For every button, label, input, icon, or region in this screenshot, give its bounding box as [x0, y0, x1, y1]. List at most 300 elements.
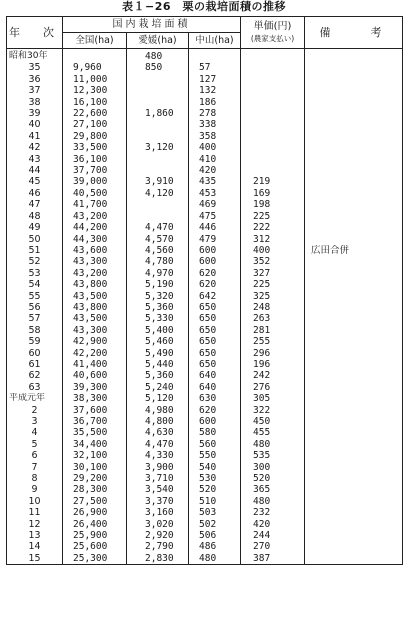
cell-nakayama: 479: [189, 234, 241, 245]
cell-ehime: 4,470: [127, 222, 189, 233]
cell-unit-price: 535: [241, 450, 305, 461]
cell-national: 41,700: [63, 199, 127, 210]
cell-national: 37,600: [63, 405, 127, 416]
table-row: [7, 268, 403, 279]
cell-year: 13: [7, 530, 63, 541]
table-row: [7, 541, 403, 552]
cell-national: 26,900: [63, 507, 127, 518]
cell-year: 45: [7, 176, 63, 187]
chestnut-area-table: [6, 16, 403, 565]
cell-ehime: 5,330: [127, 313, 189, 324]
cell-national: 43,500: [63, 313, 127, 324]
cell-nakayama: 469: [189, 199, 241, 210]
cell-year: 6: [7, 450, 63, 461]
cell-nakayama: 540: [189, 462, 241, 473]
cell-ehime: 4,780: [127, 256, 189, 267]
cell-national: 11,000: [63, 74, 127, 85]
cell-unit-price: 300: [241, 462, 305, 473]
cell-national: 40,500: [63, 188, 127, 199]
cell-ehime: 3,160: [127, 507, 189, 518]
cell-national: 25,900: [63, 530, 127, 541]
cell-year: 5: [7, 439, 63, 450]
cell-remarks: [305, 382, 403, 393]
cell-year: 58: [7, 325, 63, 336]
cell-national: 36,100: [63, 154, 127, 165]
cell-national: 9,960: [63, 62, 127, 73]
cell-unit-price: 242: [241, 370, 305, 381]
table-row: [7, 507, 403, 518]
cell-national: 41,400: [63, 359, 127, 370]
cell-ehime: 3,710: [127, 473, 189, 484]
cell-year: 7: [7, 462, 63, 473]
table-row: [7, 484, 403, 495]
table-row: [7, 256, 403, 267]
cell-remarks: [305, 291, 403, 302]
cell-unit-price: [241, 119, 305, 130]
cell-nakayama: 650: [189, 302, 241, 313]
cell-national: 37,700: [63, 165, 127, 176]
cell-year: 56: [7, 302, 63, 313]
cell-unit-price: 198: [241, 199, 305, 210]
cell-year: 61: [7, 359, 63, 370]
cell-national: 42,900: [63, 336, 127, 347]
cell-national: 32,100: [63, 450, 127, 461]
cell-nakayama: 338: [189, 119, 241, 130]
table-row: [7, 222, 403, 233]
cell-national: 25,600: [63, 541, 127, 552]
cell-ehime: [127, 211, 189, 222]
table-row: [7, 49, 403, 63]
cell-remarks: [305, 188, 403, 199]
header-unit-price: [241, 17, 305, 49]
cell-year: 15: [7, 553, 63, 565]
cell-unit-price: 232: [241, 507, 305, 518]
cell-nakayama: 620: [189, 279, 241, 290]
table-row: [7, 370, 403, 381]
cell-unit-price: 169: [241, 188, 305, 199]
cell-national: 34,400: [63, 439, 127, 450]
cell-unit-price: 420: [241, 519, 305, 530]
cell-remarks: [305, 370, 403, 381]
cell-remarks: [305, 393, 403, 404]
cell-nakayama: 560: [189, 439, 241, 450]
cell-nakayama: 400: [189, 142, 241, 153]
cell-national: 43,200: [63, 211, 127, 222]
cell-year: 51: [7, 245, 63, 256]
cell-remarks: [305, 507, 403, 518]
cell-nakayama: 650: [189, 313, 241, 324]
table-row: [7, 473, 403, 484]
cell-nakayama: 642: [189, 291, 241, 302]
cell-unit-price: 327: [241, 268, 305, 279]
cell-nakayama: 630: [189, 393, 241, 404]
cell-remarks: [305, 142, 403, 153]
header-ehime: 愛媛(ha): [127, 33, 189, 49]
cell-nakayama: 435: [189, 176, 241, 187]
cell-unit-price: 352: [241, 256, 305, 267]
cell-nakayama: 475: [189, 211, 241, 222]
cell-unit-price: 305: [241, 393, 305, 404]
cell-nakayama: 620: [189, 405, 241, 416]
cell-ehime: 4,120: [127, 188, 189, 199]
cell-national: 43,200: [63, 268, 127, 279]
cell-nakayama: 506: [189, 530, 241, 541]
cell-unit-price: [241, 165, 305, 176]
table-row: [7, 302, 403, 313]
cell-remarks: [305, 131, 403, 142]
cell-remarks: [305, 154, 403, 165]
cell-unit-price: [241, 142, 305, 153]
table-row: [7, 154, 403, 165]
table-row: [7, 85, 403, 96]
cell-unit-price: 248: [241, 302, 305, 313]
cell-remarks: [305, 439, 403, 450]
cell-ehime: 4,570: [127, 234, 189, 245]
header-nakayama: 中山(ha): [189, 33, 241, 49]
cell-ehime: [127, 199, 189, 210]
cell-national: 43,600: [63, 245, 127, 256]
cell-nakayama: 278: [189, 108, 241, 119]
cell-ehime: 5,320: [127, 291, 189, 302]
table-row: [7, 313, 403, 324]
cell-nakayama: 57: [189, 62, 241, 73]
cell-unit-price: [241, 154, 305, 165]
cell-remarks: [305, 119, 403, 130]
cell-ehime: 4,970: [127, 268, 189, 279]
cell-unit-price: 450: [241, 416, 305, 427]
cell-nakayama: 453: [189, 188, 241, 199]
cell-remarks: [305, 49, 403, 63]
cell-national: 39,300: [63, 382, 127, 393]
table-row: [7, 211, 403, 222]
cell-ehime: 5,360: [127, 302, 189, 313]
cell-unit-price: [241, 62, 305, 73]
cell-nakayama: 620: [189, 268, 241, 279]
cell-ehime: 480: [127, 49, 189, 63]
cell-nakayama: 358: [189, 131, 241, 142]
cell-national: 43,500: [63, 291, 127, 302]
cell-ehime: 4,470: [127, 439, 189, 450]
cell-remarks: [305, 256, 403, 267]
cell-year: 39: [7, 108, 63, 119]
cell-ehime: 2,920: [127, 530, 189, 541]
cell-national: 38,300: [63, 393, 127, 404]
cell-national: 22,600: [63, 108, 127, 119]
cell-year: 12: [7, 519, 63, 530]
table-row: [7, 382, 403, 393]
table-row: [7, 62, 403, 73]
cell-nakayama: 446: [189, 222, 241, 233]
cell-ehime: 5,360: [127, 370, 189, 381]
table-row: [7, 74, 403, 85]
table-row: [7, 519, 403, 530]
cell-year: 59: [7, 336, 63, 347]
cell-national: 27,100: [63, 119, 127, 130]
cell-unit-price: 365: [241, 484, 305, 495]
cell-year: 62: [7, 370, 63, 381]
cell-year: 9: [7, 484, 63, 495]
cell-unit-price: 225: [241, 279, 305, 290]
cell-year: 35: [7, 62, 63, 73]
cell-unit-price: 244: [241, 530, 305, 541]
table-row: [7, 199, 403, 210]
cell-remarks: [305, 405, 403, 416]
cell-unit-price: [241, 74, 305, 85]
cell-year: 平成元年: [7, 393, 63, 404]
cell-national: [63, 49, 127, 63]
cell-nakayama: 503: [189, 507, 241, 518]
cell-national: 30,100: [63, 462, 127, 473]
cell-nakayama: 550: [189, 450, 241, 461]
cell-ehime: 5,440: [127, 359, 189, 370]
cell-unit-price: 276: [241, 382, 305, 393]
cell-ehime: 5,400: [127, 325, 189, 336]
cell-unit-price: [241, 85, 305, 96]
cell-ehime: 4,560: [127, 245, 189, 256]
cell-nakayama: 650: [189, 359, 241, 370]
cell-nakayama: 186: [189, 97, 241, 108]
cell-ehime: [127, 85, 189, 96]
cell-ehime: 3,020: [127, 519, 189, 530]
cell-national: 43,800: [63, 279, 127, 290]
cell-remarks: [305, 519, 403, 530]
cell-remarks: [305, 62, 403, 73]
cell-year: 52: [7, 256, 63, 267]
cell-national: 42,200: [63, 348, 127, 359]
cell-remarks: [305, 553, 403, 565]
header-remarks: 備 考: [305, 17, 403, 49]
table-row: [7, 496, 403, 507]
cell-ehime: 5,460: [127, 336, 189, 347]
cell-ehime: 5,490: [127, 348, 189, 359]
cell-unit-price: [241, 97, 305, 108]
cell-remarks: [305, 85, 403, 96]
table-row: [7, 336, 403, 347]
cell-national: 43,300: [63, 256, 127, 267]
cell-remarks: [305, 211, 403, 222]
cell-year: 50: [7, 234, 63, 245]
cell-remarks: [305, 530, 403, 541]
cell-year: 昭和30年: [7, 49, 63, 63]
cell-ehime: 4,630: [127, 427, 189, 438]
cell-nakayama: 650: [189, 348, 241, 359]
table-row: [7, 393, 403, 404]
header-national: 全国(ha): [63, 33, 127, 49]
cell-remarks: [305, 108, 403, 119]
cell-remarks: [305, 222, 403, 233]
cell-remarks: [305, 74, 403, 85]
cell-nakayama: 486: [189, 541, 241, 552]
cell-remarks: 広田合併: [305, 245, 403, 256]
table-row: [7, 427, 403, 438]
cell-unit-price: 196: [241, 359, 305, 370]
table-row: [7, 119, 403, 130]
cell-ehime: 5,190: [127, 279, 189, 290]
cell-nakayama: 127: [189, 74, 241, 85]
cell-remarks: [305, 325, 403, 336]
cell-national: 28,300: [63, 484, 127, 495]
cell-year: 36: [7, 74, 63, 85]
cell-national: 39,000: [63, 176, 127, 187]
table-row: [7, 348, 403, 359]
cell-ehime: [127, 119, 189, 130]
cell-nakayama: 510: [189, 496, 241, 507]
cell-unit-price: 219: [241, 176, 305, 187]
cell-remarks: [305, 484, 403, 495]
cell-remarks: [305, 336, 403, 347]
cell-unit-price: 225: [241, 211, 305, 222]
cell-ehime: [127, 74, 189, 85]
cell-remarks: [305, 416, 403, 427]
cell-year: 10: [7, 496, 63, 507]
table-row: [7, 291, 403, 302]
cell-remarks: [305, 359, 403, 370]
cell-ehime: 4,330: [127, 450, 189, 461]
cell-ehime: 850: [127, 62, 189, 73]
cell-year: 48: [7, 211, 63, 222]
cell-remarks: [305, 541, 403, 552]
cell-year: 49: [7, 222, 63, 233]
cell-remarks: [305, 473, 403, 484]
cell-ehime: 3,900: [127, 462, 189, 473]
cell-ehime: [127, 154, 189, 165]
cell-unit-price: [241, 108, 305, 119]
cell-year: 8: [7, 473, 63, 484]
cell-unit-price: 255: [241, 336, 305, 347]
cell-national: 29,800: [63, 131, 127, 142]
cell-nakayama: 600: [189, 256, 241, 267]
cell-remarks: [305, 97, 403, 108]
table-row: [7, 405, 403, 416]
cell-year: 4: [7, 427, 63, 438]
table-row: [7, 108, 403, 119]
cell-unit-price: 455: [241, 427, 305, 438]
table-row: [7, 439, 403, 450]
cell-year: 55: [7, 291, 63, 302]
table-row: [7, 176, 403, 187]
table-row: [7, 245, 403, 256]
cell-year: 46: [7, 188, 63, 199]
header-unit-price-main: 単価(円): [253, 20, 292, 32]
table-row: [7, 97, 403, 108]
cell-remarks: [305, 302, 403, 313]
cell-unit-price: 480: [241, 496, 305, 507]
cell-unit-price: 480: [241, 439, 305, 450]
cell-national: 25,300: [63, 553, 127, 565]
cell-unit-price: 325: [241, 291, 305, 302]
cell-remarks: [305, 268, 403, 279]
cell-ehime: 2,790: [127, 541, 189, 552]
cell-year: 38: [7, 97, 63, 108]
table-row: [7, 359, 403, 370]
header-year: 年 次: [7, 17, 63, 49]
cell-ehime: 3,910: [127, 176, 189, 187]
cell-national: 43,800: [63, 302, 127, 313]
cell-remarks: [305, 427, 403, 438]
table-row: [7, 553, 403, 565]
cell-ehime: 5,240: [127, 382, 189, 393]
cell-year: 44: [7, 165, 63, 176]
cell-national: 16,100: [63, 97, 127, 108]
cell-national: 36,700: [63, 416, 127, 427]
cell-ehime: [127, 97, 189, 108]
table-row: [7, 279, 403, 290]
table-row: [7, 462, 403, 473]
cell-national: 40,600: [63, 370, 127, 381]
cell-ehime: 3,370: [127, 496, 189, 507]
cell-national: 29,200: [63, 473, 127, 484]
cell-year: 42: [7, 142, 63, 153]
cell-year: 57: [7, 313, 63, 324]
cell-nakayama: 530: [189, 473, 241, 484]
cell-unit-price: [241, 131, 305, 142]
cell-remarks: [305, 348, 403, 359]
cell-nakayama: 132: [189, 85, 241, 96]
cell-ehime: 3,540: [127, 484, 189, 495]
cell-nakayama: 640: [189, 370, 241, 381]
cell-ehime: [127, 131, 189, 142]
cell-year: 47: [7, 199, 63, 210]
cell-remarks: [305, 199, 403, 210]
table-body: [7, 49, 403, 565]
cell-year: 37: [7, 85, 63, 96]
cell-nakayama: [189, 49, 241, 63]
table-row: [7, 234, 403, 245]
table-row: [7, 325, 403, 336]
cell-ehime: 2,830: [127, 553, 189, 565]
cell-year: 60: [7, 348, 63, 359]
table-row: [7, 131, 403, 142]
cell-nakayama: 600: [189, 245, 241, 256]
cell-year: 41: [7, 131, 63, 142]
cell-year: 3: [7, 416, 63, 427]
cell-remarks: [305, 462, 403, 473]
cell-year: 43: [7, 154, 63, 165]
cell-year: 14: [7, 541, 63, 552]
table-row: [7, 165, 403, 176]
cell-nakayama: 640: [189, 382, 241, 393]
cell-nakayama: 410: [189, 154, 241, 165]
table-row: [7, 188, 403, 199]
table-row: [7, 530, 403, 541]
cell-remarks: [305, 176, 403, 187]
cell-ehime: 1,860: [127, 108, 189, 119]
cell-nakayama: 650: [189, 325, 241, 336]
cell-unit-price: 520: [241, 473, 305, 484]
cell-national: 44,300: [63, 234, 127, 245]
cell-unit-price: 296: [241, 348, 305, 359]
cell-ehime: 4,800: [127, 416, 189, 427]
cell-year: 63: [7, 382, 63, 393]
cell-unit-price: 322: [241, 405, 305, 416]
cell-remarks: [305, 496, 403, 507]
cell-unit-price: 263: [241, 313, 305, 324]
cell-national: 27,500: [63, 496, 127, 507]
cell-unit-price: 222: [241, 222, 305, 233]
table-row: [7, 416, 403, 427]
cell-ehime: 5,120: [127, 393, 189, 404]
cell-remarks: [305, 165, 403, 176]
cell-nakayama: 480: [189, 553, 241, 565]
cell-nakayama: 520: [189, 484, 241, 495]
cell-unit-price: 281: [241, 325, 305, 336]
cell-national: 33,500: [63, 142, 127, 153]
cell-unit-price: 270: [241, 541, 305, 552]
cell-nakayama: 420: [189, 165, 241, 176]
cell-nakayama: 600: [189, 416, 241, 427]
cell-year: 40: [7, 119, 63, 130]
cell-year: 2: [7, 405, 63, 416]
